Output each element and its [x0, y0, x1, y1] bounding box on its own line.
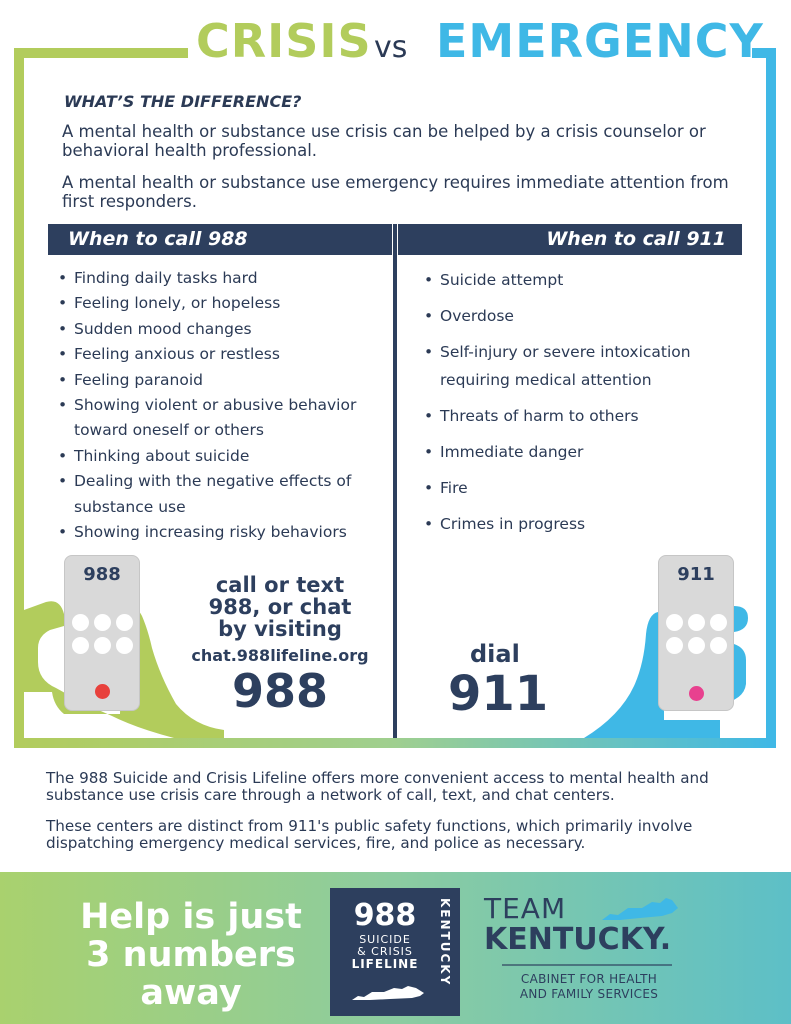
title-vs: vs [374, 30, 408, 65]
distinction-description: These centers are distinct from 911's public safety functions, which primarily involve dispatching emergency medical services, fire, and police as necessary. [46, 817, 693, 852]
difference-heading: WHAT’S THE DIFFERENCE? [64, 92, 302, 111]
kentucky-text: KENTUCKY. [484, 922, 672, 957]
phone-911-icon [658, 555, 734, 711]
call-911-header: When to call 911 [398, 224, 742, 255]
list-item: • Immediate danger [424, 438, 724, 466]
emergency-definition: A mental health or substance use emergency requires immediate attention from first responders. [62, 173, 729, 211]
frame-left-bar [14, 48, 24, 748]
list-item: • Crimes in progress [424, 510, 724, 538]
badge-state: KENTUCKY [438, 898, 452, 987]
list-item: • Fire [424, 474, 724, 502]
column-divider [393, 224, 397, 738]
big-911: 911 [448, 666, 549, 722]
list-item: • Sudden mood changes [58, 317, 378, 342]
title-crisis: CRISIS [196, 14, 372, 68]
list-item: • Suicide attempt [424, 266, 724, 294]
logo-divider [502, 964, 672, 966]
call-988-list [58, 266, 378, 545]
keypad-key [116, 637, 133, 654]
frame-bottom-bar [14, 738, 776, 748]
kentucky-map-icon [600, 896, 680, 922]
keypad-key [666, 637, 683, 654]
footer-banner [0, 872, 791, 1024]
frame-top-left-bar [14, 48, 188, 58]
help-line: away [140, 973, 242, 1013]
list-item: • Feeling paranoid [58, 368, 378, 393]
list-item: • Thinking about suicide [58, 444, 378, 469]
list-item: • Dealing with the negative effects of substance use [58, 469, 378, 520]
cabinet-line: CABINET FOR HEALTH [520, 972, 658, 986]
call-988-cta [180, 574, 380, 717]
list-item: • Showing violent or abusive behavior toward oneself or others [58, 393, 378, 444]
badge-number: 988 [353, 898, 417, 933]
list-item: • Threats of harm to others [424, 402, 724, 430]
phone-988-label: 988 [83, 564, 121, 585]
help-tagline [66, 898, 316, 1012]
call-988-header: When to call 988 [48, 224, 392, 255]
kentucky-map-icon [350, 984, 426, 1002]
keypad-key [94, 637, 111, 654]
big-988: 988 [231, 664, 329, 718]
keypad-key [710, 637, 727, 654]
keypad-key [116, 614, 133, 631]
keypad-key [710, 614, 727, 631]
keypad-key [688, 637, 705, 654]
team-kentucky-logo [484, 894, 694, 1002]
list-item: • Overdose [424, 302, 724, 330]
list-item: • Showing increasing risky behaviors [58, 520, 378, 545]
cta-line: 988, or chat [208, 595, 352, 619]
badge-line: SUICIDE [359, 933, 411, 946]
lifeline-description: The 988 Suicide and Crisis Lifeline offers more convenient access to mental health and substance use crisis care through a network of call, text, and chat centers. [46, 769, 709, 804]
keypad-key [94, 614, 111, 631]
list-item: • Feeling anxious or restless [58, 342, 378, 367]
list-item: • Finding daily tasks hard [58, 266, 378, 291]
list-item: • Self-injury or severe intoxication requiring medical attention [424, 338, 724, 394]
crisis-definition: A mental health or substance use crisis can be helped by a crisis counselor or behavioral health professional. [62, 122, 706, 160]
help-line: 3 numbers [86, 935, 296, 975]
cta-line: by visiting [218, 617, 342, 641]
call-button-icon [689, 686, 704, 701]
dial-label: dial [470, 640, 520, 668]
988-kentucky-logo [330, 888, 460, 1016]
badge-line: & CRISIS [357, 945, 413, 958]
chat-url-link[interactable]: chat.988lifeline.org [191, 646, 369, 665]
cabinet-line: AND FAMILY SERVICES [519, 987, 659, 1001]
frame-right-bar [766, 48, 776, 748]
title-emergency: EMERGENCY [436, 14, 764, 68]
cta-line: call or text [215, 573, 345, 597]
phone-988-icon [64, 555, 140, 711]
phone-911-label: 911 [677, 564, 715, 585]
help-line: Help is just [80, 897, 302, 937]
badge-line: LIFELINE [351, 957, 419, 971]
badge-subtitle [340, 934, 430, 970]
page-title [196, 14, 764, 74]
call-button-icon [95, 684, 110, 699]
list-item: • Feeling lonely, or hopeless [58, 291, 378, 316]
keypad-key [72, 614, 89, 631]
keypad-key [688, 614, 705, 631]
keypad-key [666, 614, 683, 631]
call-911-list [424, 266, 724, 546]
keypad-key [72, 637, 89, 654]
team-text: TEAM [484, 892, 567, 925]
